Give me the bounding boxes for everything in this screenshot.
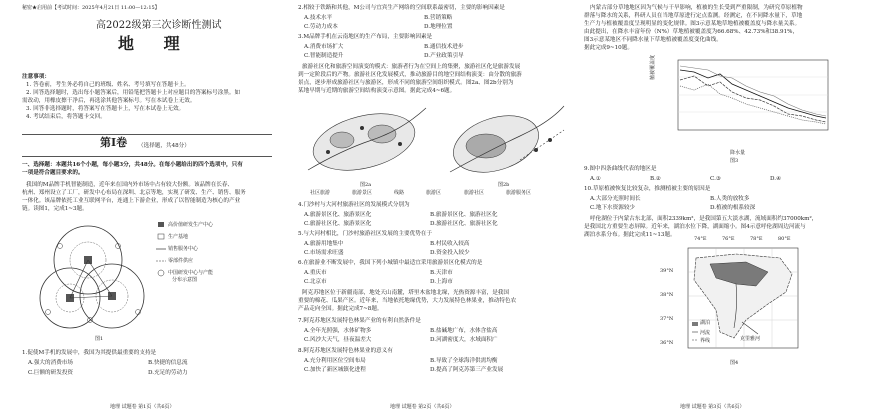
option-c[interactable]: C.地下水资源较少 <box>590 205 636 211</box>
option-d[interactable]: D.地理位置 <box>424 24 453 30</box>
option-c[interactable]: C.智能制造提升 <box>304 53 344 59</box>
passage-line: 链。读图1，完成1~3题。 <box>22 206 88 212</box>
option-d[interactable]: D.提高了阿克苏第三产业发展 <box>430 367 504 373</box>
figure-3-line-chart <box>656 56 836 148</box>
passage-line: 景点，逐步形成旅游社区与旅游区，形成不同的旅游空间组织模式。图2a、图2b分别为 <box>298 80 514 86</box>
legend-item: 旅游景区 <box>352 190 373 196</box>
option-a[interactable]: A.① <box>590 176 601 182</box>
option-b[interactable]: B.通信技术进步 <box>424 44 464 50</box>
question-1: 1.促使M手机的发展中，我国为其提供最重要的支持是 <box>22 350 157 356</box>
note-line: 2. 回答选择题时，选出每小题答案后，用铅笔把答题卡上对应题目的答案标号涂黑。如 <box>26 90 241 96</box>
option-b[interactable]: B.人类的放牧多 <box>710 196 750 202</box>
option-b[interactable]: B.导致了全球海洋供需均衡 <box>430 358 498 364</box>
passage-line: 到一定阶段后的产物。旅游社区化发展模式，推动旅游目的地空间结构演变：由分散的旅游 <box>298 72 522 78</box>
figure-4-label: 图4 <box>730 360 739 366</box>
figure-2a-label: 图2a <box>360 182 372 188</box>
option-a[interactable]: A.强大的消费市场 <box>28 360 73 366</box>
passage-line: 旅游社区化和旅游空间演变的模式：旅游者行为在空间上的集聚，旅游社区化是旅游发展 <box>302 64 521 70</box>
legend-item: 社区旅游 <box>310 190 331 196</box>
note-line: 4. 考试结束后，将答题卡交回。 <box>26 114 106 120</box>
passage-line: 图3示意某地区不同降水量下草地植被覆盖度变化曲线。 <box>584 37 722 43</box>
figure-3-label: 图3 <box>730 158 739 164</box>
map-lon-label: 78°E <box>750 236 763 242</box>
option-c[interactable]: C.北京市 <box>304 279 327 285</box>
section-title: 第Ⅰ卷 <box>100 136 128 149</box>
page-3 <box>580 0 870 416</box>
legend-item: 旅游社区 <box>464 190 485 196</box>
passage-line: 阿克苏地区位于新疆南部，地处天山南麓，塔里木盆地北缘，光热资源丰富，是我国 <box>302 290 509 296</box>
passage-line: 群落与降水的关系，科研人员在当地草原进行定点监测。经测定，在不同降水量下，草地 <box>584 13 803 19</box>
option-d[interactable]: D.④ <box>770 176 782 182</box>
legend-item: 旅游服务区 <box>506 190 532 196</box>
option-d[interactable]: D.资金投入较少 <box>430 250 470 256</box>
passage-line: 呼伦湖位于内蒙古东北部，面积2339km²，是我国第五大淡水湖，流域面积约37000km²， <box>590 216 818 222</box>
option-c[interactable]: C.③ <box>710 176 721 182</box>
chart-x-label: 降水量 <box>730 150 746 156</box>
passage-line: 一体化。该品牌依托工业互联网平台，连通上下游企业，形成了以智能制造为核心的产业 <box>22 198 241 204</box>
legend-item: 旅游区 <box>426 190 442 196</box>
passage-line: 生产力与植被覆盖度呈现明显的变化规律。图3示意某地草地植被覆盖度与降水量关系。 <box>584 21 801 27</box>
option-b[interactable]: B.旅游景区化、旅游社区化 <box>430 212 498 218</box>
question-3: 3.M品牌手机在云南地区的生产布局，主要影响因素是 <box>298 34 433 40</box>
passage-line: 产品走向全国。据此完成7~8题。 <box>298 306 383 312</box>
question-2: 2.相较于铁路和其他，M公司与宜宾生产网络的空间联系最密切，主要的影响因素是 <box>298 5 505 11</box>
map-lon-label: 76°E <box>722 236 735 242</box>
passage-line: 据此完成9~10题。 <box>584 45 633 51</box>
figure-1-label: 图1 <box>95 336 104 342</box>
passage-line: 由此提出，在降水丰富年份（N%）草地植被覆盖度为66.68%、42.73%和38.91%， <box>584 29 799 35</box>
passage-line: 杭州、郑州设立了工厂，研发中心布局在深圳、北京等地，实现了研发、生产、销售、服务 <box>22 190 246 196</box>
chart-y-label: 植被覆盖度 <box>650 54 656 80</box>
legend-item: 生产基地 <box>168 234 189 240</box>
divider <box>22 134 272 135</box>
map-lon-label: 74°E <box>694 236 707 242</box>
option-a[interactable]: A.旅游用地集中 <box>304 241 344 247</box>
option-a[interactable]: A.全年光照强，水体矿物多 <box>304 328 372 334</box>
option-c[interactable]: C.旅游社区化、旅游景区化 <box>304 221 372 227</box>
option-d[interactable]: D.上海市 <box>430 279 453 285</box>
map-legend-item: 界线 <box>700 338 711 344</box>
option-c[interactable]: C.劳动力成本 <box>304 24 338 30</box>
question-10: 10.草原植被恢复比较复杂，推测植被主要的原因是 <box>584 186 711 192</box>
passage-line: 我国的M品牌手机智能制造，近年来在国内外市场中占有较大份额。该品牌在长春、 <box>26 182 234 188</box>
option-b[interactable]: B.盐碱地广布，水体含盐高 <box>430 328 498 334</box>
option-a[interactable]: A.技术水平 <box>304 15 333 21</box>
notes-title: 注意事项： <box>22 74 50 80</box>
map-lat-label: 37°N <box>660 316 674 322</box>
legend-item: 高价值研发生产中心 <box>168 222 214 228</box>
option-c[interactable]: C.风沙大天气，昼夜温差大 <box>304 337 372 343</box>
exam-title: 高2022级第三次诊断性测试 <box>96 20 222 31</box>
map-lat-label: 38°N <box>660 292 674 298</box>
map-region-label: 克里雅河 <box>740 336 761 342</box>
option-c[interactable]: C.市场需求旺盛 <box>304 250 344 256</box>
option-a[interactable]: A.充分利用区位空间布局 <box>304 358 366 364</box>
option-c[interactable]: C.加快了新区城镇化进程 <box>304 367 366 373</box>
option-d[interactable]: D.植被的根系较深 <box>710 205 756 211</box>
legend-item: 中国研发中心与产能 <box>168 270 214 276</box>
question-intro: 一项是符合题目要求的。 <box>22 170 84 176</box>
option-b[interactable]: B.村民收入较高 <box>430 241 470 247</box>
subject-title: 地 理 <box>118 34 192 53</box>
section-subtitle: （选择题，共48分） <box>138 143 190 149</box>
option-b[interactable]: B.营销策略 <box>424 15 453 21</box>
legend-item: 分布示意图 <box>172 277 198 283</box>
passage-line: 湖泊水系分布。据此完成11~13题。 <box>584 232 676 238</box>
note-line: 需改动，用橡皮擦干净后，再选涂其他答案标号。写在本试卷上无效。 <box>22 98 196 104</box>
legend-item: 线路 <box>394 190 405 196</box>
legend-item: 销售服务中心 <box>168 246 199 252</box>
figure-2a-diagram <box>302 100 432 180</box>
option-d[interactable]: D.产业政策引导 <box>424 53 464 59</box>
option-a[interactable]: A.消费市场扩大 <box>304 44 344 50</box>
option-a[interactable]: A.大部分光照时间长 <box>590 196 641 202</box>
note-line: 1. 答卷前，考生务必将自己的班级、姓名、考号填写在答题卡上。 <box>26 82 190 88</box>
figure-2b-label: 图2b <box>498 182 510 188</box>
option-c[interactable]: C.巨额的研发投资 <box>28 370 74 376</box>
note-line: 3. 回答非选择题时，将答案写在答题卡上，写在本试卷上无效。 <box>26 106 185 112</box>
page-footer: 地理 试题卷 第2页（共6页） <box>390 404 455 410</box>
page-1 <box>0 0 290 416</box>
question-4: 4.门沙村与大河村旅游社区的发展模式分别为 <box>298 202 410 208</box>
option-a[interactable]: A.旅游景区化、旅游景区化 <box>304 212 372 218</box>
map-lon-label: 80°E <box>778 236 791 242</box>
figure-2b-diagram <box>440 100 570 180</box>
map-lat-label: 39°N <box>660 268 674 274</box>
map-legend-item: 河流 <box>700 330 711 336</box>
option-b[interactable]: B.② <box>650 176 661 182</box>
map-legend-item: 湖泊 <box>700 320 711 326</box>
page-footer: 地理 试题卷 第1页（共6页） <box>110 404 175 410</box>
page-2 <box>290 0 580 416</box>
question-8: 8.阿克苏地区发展特色林果业的意义有 <box>298 348 393 354</box>
page-footer: 地理 试题卷 第3页（共6页） <box>680 404 745 410</box>
option-a[interactable]: A.重庆市 <box>304 270 327 276</box>
legend-item: 零部件供应 <box>168 258 194 264</box>
question-6: 6.在旅游业不断发展中，我国下列小城镇中最适宜采用旅游景区化模式的是 <box>298 260 483 266</box>
option-b[interactable]: B.快捷的信息流 <box>148 360 188 366</box>
option-d[interactable]: D.河湖密度大，水域面积广 <box>430 337 498 343</box>
question-9: 9.图中四条曲线代表的地区是 <box>584 166 657 172</box>
map-lat-label: 36°N <box>660 340 674 346</box>
passage-line: 是我国北方重要生态屏障。近年来，湖泊水位下降，湖面缩小。图4示意呼伦湖周边河流与 <box>584 224 806 230</box>
passage-line: 某地早期与近期的旅游空间结构演变示意图。据此完成4~6题。 <box>298 88 456 94</box>
option-d[interactable]: D.充足的劳动力 <box>148 370 188 376</box>
question-7: 7.阿克苏地区发展特色林果产业的有利自然条件是 <box>298 318 421 324</box>
secret-line: 秘密★启用前【考试时间：2025年4月21日 11:00—12:15】 <box>22 5 160 11</box>
option-b[interactable]: B.天津市 <box>430 270 453 276</box>
passage-line: 重要的棉花、瓜果产区。近年来，当地依托地缘优势，大力发展特色林果业，推动特色农 <box>298 298 517 304</box>
option-d[interactable]: D.旅游社区化、旅游社区化 <box>430 221 498 227</box>
divider <box>22 156 272 157</box>
question-5: 5.与大河村相比，门沙村旅游社区发展的主要优势在于 <box>298 231 432 237</box>
question-intro: 一、选择题：本题共16个小题，每小题3分，共48分。在每小题给出的四个选项中，只有 <box>22 162 243 168</box>
passage-line: 内蒙古部分草地地区因为气候与干旱影响，植被的生长受到严重限制，为研究草原植物 <box>590 5 803 11</box>
